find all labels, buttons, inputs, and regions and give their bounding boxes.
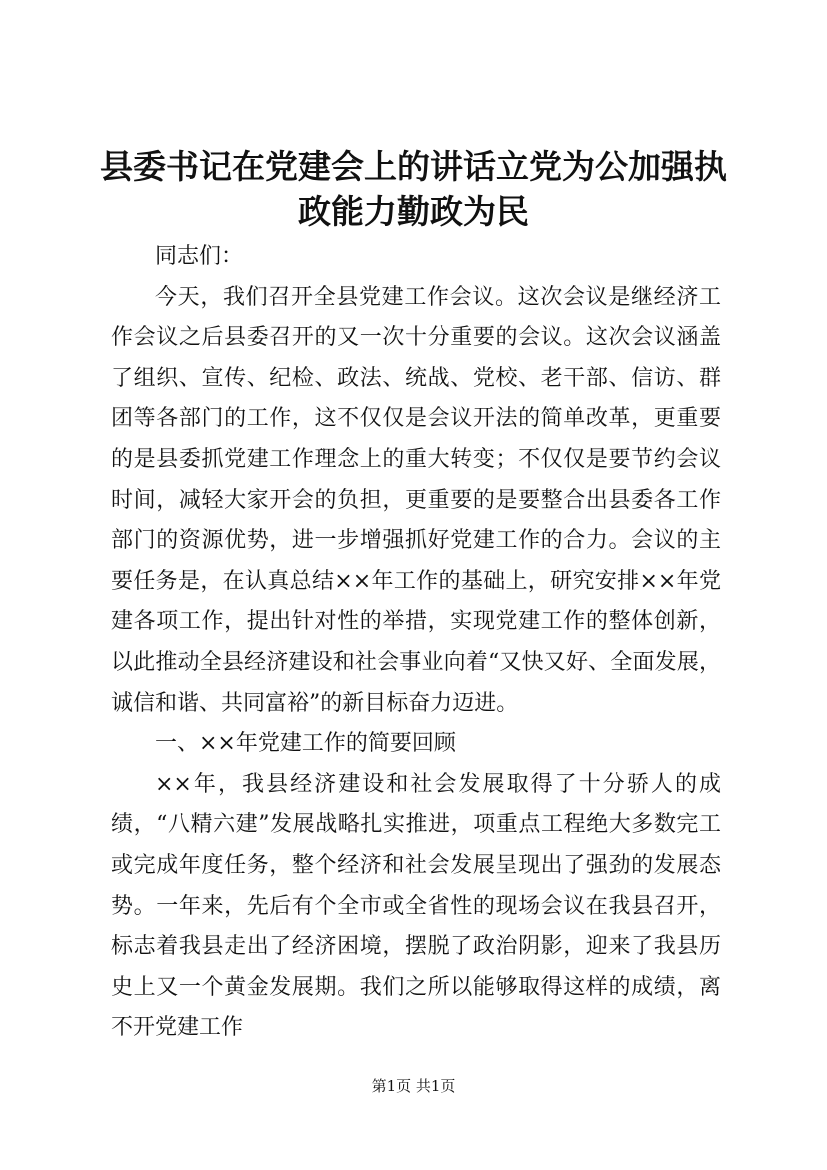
paragraph-1: 今天，我们召开全县党建工作会议。这次会议是继经济工作会议之后县委召开的又一次十分重要的会议。这次会议涵盖了组织、宣传、纪检、政法、统战、党校、老干部、信访、群团等各部门的工作，这不仅仅是会议开法的简单改革，更重要的是县委抓党建工作理念上的重大转变；不仅仅是要节约会议时间，减轻大家开会的负担，更重要的是要整合出县委各工作部门的资源优势，进一步增强抓好党建工作的合力。会议的主要任务是，在认真总结××年工作的基础上，研究安排××年党建各项工作，提出针对性的举措，实现党建工作的整体创新，以此推动全县经济建设和社会事业向着“又快又好、全面发展，诚信和谐、共同富裕”的新目标奋力迈进。 — [111, 284, 721, 716]
paragraph-2: ××年，我县经济建设和社会发展取得了十分骄人的成绩，“八精六建”发展战略扎实推进，项重点工程绝大多数完工或完成年度任务，整个经济和社会发展呈现出了强劲的发展态势。一年来，先后有个全市或全省性的现场会议在我县召开，标志着我县走出了经济困境，摆脱了政治阴影，迎来了我县历史上又一个黄金发展期。我们之所以能够取得这样的成绩，离不开党建工作 — [111, 771, 721, 1041]
section-heading-1: 一、××年党建工作的简要回顾 — [155, 731, 456, 757]
salutation: 同志们： — [155, 244, 244, 269]
document-body — [111, 237, 721, 1049]
document-title: 县委书记在党建会上的讲话立党为公加强执政能力勤政为民 — [100, 147, 727, 231]
page-footer: 第1页 共1页 — [371, 1077, 456, 1095]
